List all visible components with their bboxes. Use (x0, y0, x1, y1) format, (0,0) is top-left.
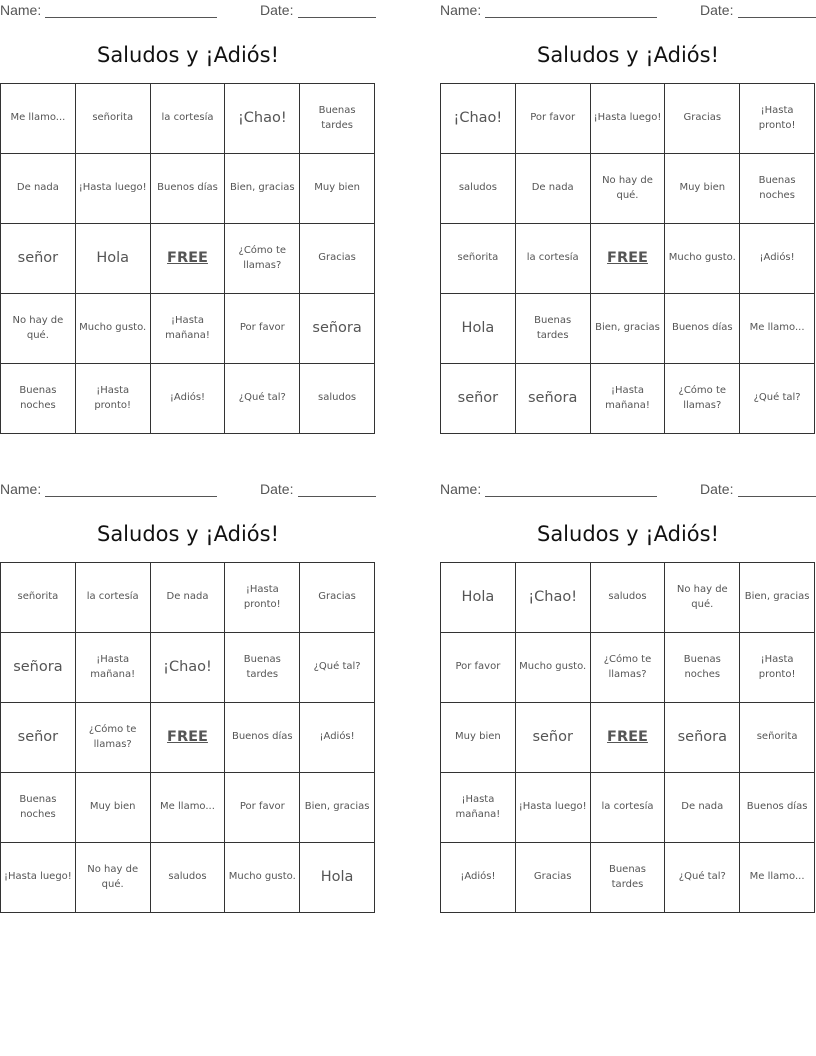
bingo-card-1 (0, 0, 376, 440)
bingo-cell: Mucho gusto. (665, 224, 740, 294)
bingo-cell: señor (516, 703, 591, 773)
bingo-grid (440, 562, 815, 913)
bingo-cell: ¡Hasta luego! (76, 154, 151, 224)
bingo-cell: señor (1, 224, 76, 294)
bingo-cell: ¿Cómo te llamas? (225, 224, 300, 294)
bingo-cell: Buenos días (740, 773, 815, 843)
bingo-cell: Bien, gracias (591, 294, 666, 364)
bingo-cell: Hola (441, 294, 516, 364)
bingo-cell: señora (1, 633, 76, 703)
free-space-cell: FREE (591, 224, 666, 294)
bingo-cell: Me llamo... (1, 84, 76, 154)
bingo-cell: ¡Hasta mañana! (76, 633, 151, 703)
bingo-grid (440, 83, 815, 434)
bingo-card-3 (0, 479, 376, 919)
bingo-cell: Buenas tardes (591, 843, 666, 913)
bingo-cell: Muy bien (300, 154, 375, 224)
bingo-cell: De nada (1, 154, 76, 224)
bingo-card-4 (440, 479, 816, 919)
bingo-cell: la cortesía (151, 84, 226, 154)
bingo-cell: saludos (300, 364, 375, 434)
bingo-cell: Por favor (441, 633, 516, 703)
card-header (440, 481, 816, 499)
bingo-cell: ¡Adiós! (441, 843, 516, 913)
bingo-cell: No hay de qué. (591, 154, 666, 224)
bingo-cell: ¿Qué tal? (665, 843, 740, 913)
bingo-cell: Por favor (225, 773, 300, 843)
bingo-cell: ¿Cómo te llamas? (76, 703, 151, 773)
bingo-cell: Muy bien (76, 773, 151, 843)
bingo-cell: Mucho gusto. (516, 633, 591, 703)
bingo-cell: ¡Chao! (516, 563, 591, 633)
bingo-cell: Me llamo... (151, 773, 226, 843)
bingo-cell: ¡Hasta mañana! (441, 773, 516, 843)
bingo-cell: señora (516, 364, 591, 434)
bingo-cell: Hola (441, 563, 516, 633)
bingo-cell: Hola (76, 224, 151, 294)
bingo-cell: la cortesía (76, 563, 151, 633)
card-header (0, 2, 376, 20)
card-title: Saludos y ¡Adiós! (536, 522, 720, 546)
bingo-cell: No hay de qué. (665, 563, 740, 633)
bingo-cell: saludos (441, 154, 516, 224)
name-field-line[interactable] (485, 496, 657, 497)
name-label: Name: (0, 481, 42, 497)
bingo-cell: Gracias (516, 843, 591, 913)
bingo-cell: Bien, gracias (740, 563, 815, 633)
bingo-cell: De nada (151, 563, 226, 633)
bingo-cell: ¡Adiós! (151, 364, 226, 434)
bingo-cell: Bien, gracias (225, 154, 300, 224)
bingo-cell: ¿Qué tal? (300, 633, 375, 703)
name-field-line[interactable] (45, 17, 217, 18)
name-label: Name: (0, 2, 42, 18)
bingo-cell: De nada (516, 154, 591, 224)
bingo-cell: Buenas noches (665, 633, 740, 703)
bingo-cell: Buenas tardes (225, 633, 300, 703)
bingo-cell: señorita (1, 563, 76, 633)
date-field-line[interactable] (298, 496, 376, 497)
bingo-cell: Gracias (665, 84, 740, 154)
bingo-grid (0, 562, 375, 913)
bingo-cell: Buenos días (665, 294, 740, 364)
bingo-cell: ¡Adiós! (300, 703, 375, 773)
bingo-cell: Gracias (300, 563, 375, 633)
bingo-card-2 (440, 0, 816, 440)
bingo-cell: ¡Hasta pronto! (225, 563, 300, 633)
bingo-cell: Mucho gusto. (225, 843, 300, 913)
bingo-cell: ¡Hasta luego! (1, 843, 76, 913)
card-header (0, 481, 376, 499)
free-space-cell: FREE (591, 703, 666, 773)
bingo-cell: ¡Hasta pronto! (740, 84, 815, 154)
bingo-cell: señorita (441, 224, 516, 294)
name-field-line[interactable] (45, 496, 217, 497)
date-label: Date: (260, 2, 294, 18)
bingo-cell: No hay de qué. (76, 843, 151, 913)
bingo-cell: Me llamo... (740, 294, 815, 364)
bingo-cell: ¡Hasta luego! (591, 84, 666, 154)
bingo-cell: señora (665, 703, 740, 773)
bingo-cell: Gracias (300, 224, 375, 294)
bingo-cell: Por favor (225, 294, 300, 364)
bingo-grid (0, 83, 375, 434)
name-label: Name: (440, 481, 482, 497)
bingo-cell: ¡Hasta pronto! (76, 364, 151, 434)
bingo-cell: Buenas tardes (300, 84, 375, 154)
bingo-cell: Muy bien (441, 703, 516, 773)
bingo-cell: De nada (665, 773, 740, 843)
bingo-cell: saludos (591, 563, 666, 633)
card-title: Saludos y ¡Adiós! (96, 522, 280, 546)
date-label: Date: (260, 481, 294, 497)
bingo-cell: Buenas noches (1, 773, 76, 843)
card-title: Saludos y ¡Adiós! (536, 43, 720, 67)
bingo-cell: ¡Hasta mañana! (151, 294, 226, 364)
bingo-cell: ¿Qué tal? (225, 364, 300, 434)
date-field-line[interactable] (738, 17, 816, 18)
bingo-cell: Me llamo... (740, 843, 815, 913)
bingo-cell: Muy bien (665, 154, 740, 224)
bingo-cell: Mucho gusto. (76, 294, 151, 364)
date-field-line[interactable] (738, 496, 816, 497)
bingo-cell: ¡Chao! (151, 633, 226, 703)
bingo-cell: Bien, gracias (300, 773, 375, 843)
bingo-cell: Hola (300, 843, 375, 913)
bingo-cell: ¿Cómo te llamas? (591, 633, 666, 703)
date-label: Date: (700, 2, 734, 18)
name-label: Name: (440, 2, 482, 18)
bingo-cell: señorita (76, 84, 151, 154)
bingo-cell: Buenos días (225, 703, 300, 773)
card-title: Saludos y ¡Adiós! (96, 43, 280, 67)
bingo-cell: ¿Cómo te llamas? (665, 364, 740, 434)
bingo-cell: ¡Hasta luego! (516, 773, 591, 843)
bingo-cell: ¿Qué tal? (740, 364, 815, 434)
bingo-cell: señora (300, 294, 375, 364)
bingo-cell: Buenas noches (1, 364, 76, 434)
bingo-cell: ¡Chao! (441, 84, 516, 154)
bingo-cell: Buenos días (151, 154, 226, 224)
bingo-cell: Buenas noches (740, 154, 815, 224)
bingo-cell: Buenas tardes (516, 294, 591, 364)
bingo-cell: saludos (151, 843, 226, 913)
bingo-cell: Por favor (516, 84, 591, 154)
bingo-cell: No hay de qué. (1, 294, 76, 364)
bingo-cell: señor (1, 703, 76, 773)
bingo-cell: la cortesía (516, 224, 591, 294)
bingo-cell: señor (441, 364, 516, 434)
name-field-line[interactable] (485, 17, 657, 18)
date-field-line[interactable] (298, 17, 376, 18)
free-space-cell: FREE (151, 703, 226, 773)
bingo-cell: señorita (740, 703, 815, 773)
bingo-cell: la cortesía (591, 773, 666, 843)
bingo-cell: ¡Hasta pronto! (740, 633, 815, 703)
bingo-cell: ¡Adiós! (740, 224, 815, 294)
free-space-cell: FREE (151, 224, 226, 294)
bingo-cell: ¡Hasta mañana! (591, 364, 666, 434)
card-header (440, 2, 816, 20)
bingo-cell: ¡Chao! (225, 84, 300, 154)
date-label: Date: (700, 481, 734, 497)
